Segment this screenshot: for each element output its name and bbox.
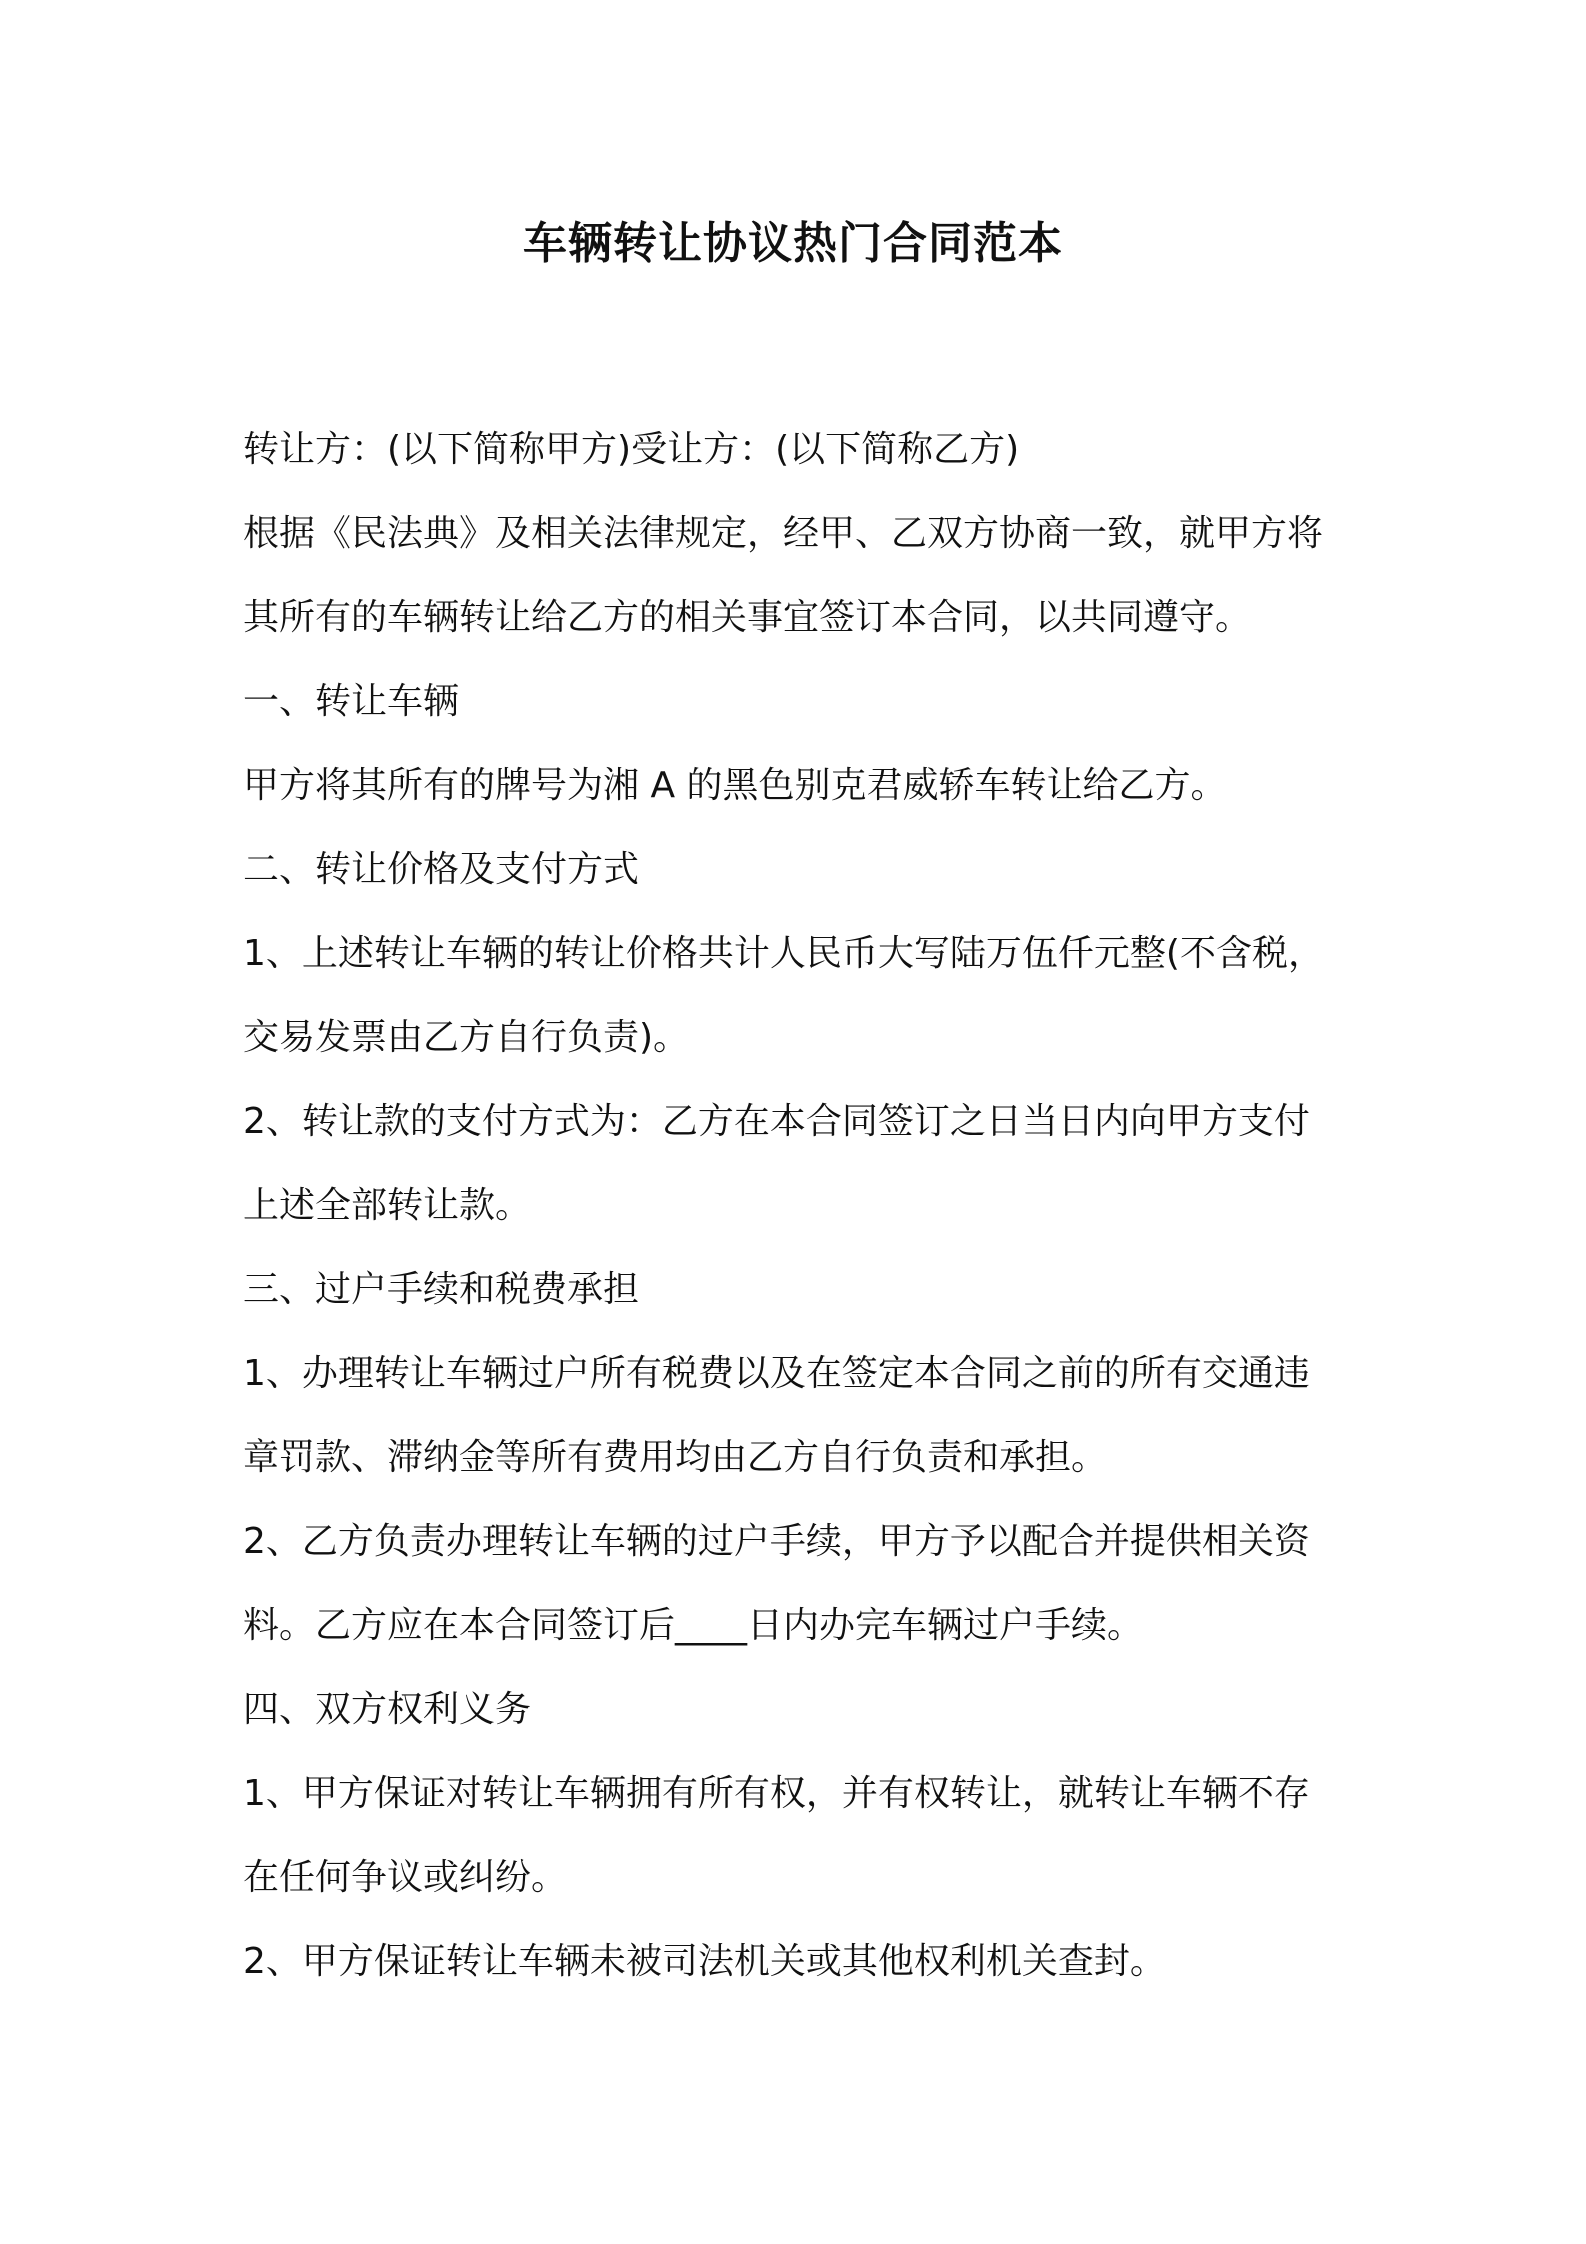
clause-2-2-line-1: 2、转让款的支付方式为：乙方在本合同签订之日当日内向甲方支付 <box>243 1101 1310 1142</box>
clause-4-1-line-2: 在任何争议或纠纷。 <box>243 1857 568 1898</box>
clause-3-2-line-1: 2、乙方负责办理转让车辆的过户手续，甲方予以配合并提供相关资 <box>243 1521 1310 1562</box>
clause-4-1-line-1: 1、甲方保证对转让车辆拥有所有权，并有权转让，就转让车辆不存 <box>243 1773 1310 1814</box>
clause-2-1-line-2: 交易发票由乙方自行负责)。 <box>243 1017 690 1058</box>
section-heading-3: 三、过户手续和税费承担 <box>243 1269 640 1310</box>
clause-3-1-line-1: 1、办理转让车辆过户所有税费以及在签定本合同之前的所有交通违 <box>243 1353 1310 1394</box>
clause-3-1-line-2: 章罚款、滞纳金等所有费用均由乙方自行负责和承担。 <box>243 1437 1108 1478</box>
section-heading-4: 四、双方权利义务 <box>243 1689 532 1730</box>
party-line: 转让方：(以下简称甲方)受让方：(以下简称乙方) <box>243 429 1020 470</box>
document-body <box>243 408 1363 2004</box>
clause-2-2-line-2: 上述全部转让款。 <box>243 1185 532 1226</box>
preamble-line-2: 其所有的车辆转让给乙方的相关事宜签订本合同，以共同遵守。 <box>243 597 1252 638</box>
section-1-text: 甲方将其所有的牌号为湘 A 的黑色别克君威轿车转让给乙方。 <box>243 765 1227 806</box>
clause-3-2-line-2: 料。乙方应在本合同签订后____日内办完车辆过户手续。 <box>243 1605 1144 1646</box>
clause-4-2-line-1: 2、甲方保证转让车辆未被司法机关或其他权利机关查封。 <box>243 1941 1166 1982</box>
section-heading-1: 一、转让车辆 <box>243 681 460 722</box>
clause-2-1-line-1: 1、上述转让车辆的转让价格共计人民币大写陆万伍仟元整(不含税， <box>243 933 1324 974</box>
section-heading-2: 二、转让价格及支付方式 <box>243 849 640 890</box>
document-title: 车辆转让协议热门合同范本 <box>523 218 1063 269</box>
preamble-line-1: 根据《民法典》及相关法律规定，经甲、乙双方协商一致，就甲方将 <box>243 513 1324 554</box>
